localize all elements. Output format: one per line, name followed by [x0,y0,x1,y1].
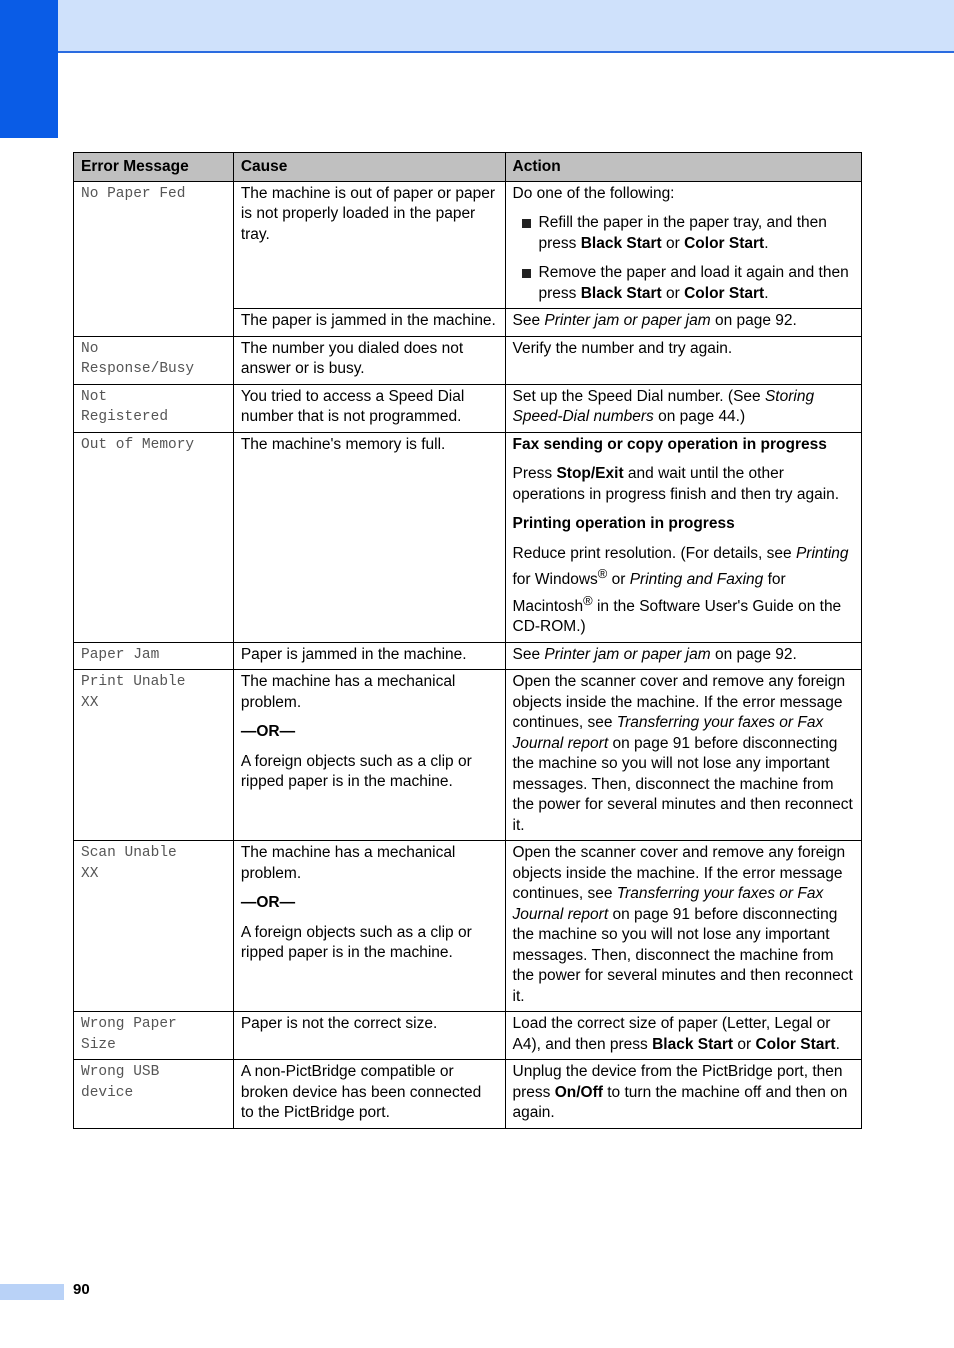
header-error-message: Error Message [74,153,234,182]
action-text: on page 91 before disconnecting the machine so you will not lose any important messages. Then, disconnect the machine from the power for several minutes and then reconnect it. [512,905,853,1005]
error-message-cell: Wrong Paper Size [74,1012,234,1060]
stop-exit-key: Stop/Exit [556,465,624,482]
cause-cell [233,841,505,1012]
black-start-key: Black Start [652,1035,734,1053]
cause-text: A foreign objects such as a clip or ripped paper is in the machine. [240,923,472,962]
error-message-cell: Print Unable XX [74,670,234,841]
cross-reference: Printing and Faxing [629,571,764,589]
bullet-text: or [661,284,685,302]
table-row [74,432,862,642]
action-cell [505,384,862,432]
color-start-key: Color Start [755,1035,836,1053]
cross-reference: Printer jam or paper jam [544,645,711,663]
error-message-cell: No Paper Fed [74,181,234,336]
action-text: Press [512,465,557,482]
bullet-text: Refill the paper in the paper tray, and then press [538,214,827,252]
table-row [74,384,862,432]
action-text: on page 92. [710,312,797,329]
action-text: or [607,571,630,589]
cause-cell: A non-PictBridge compatible or broken device has been connected to the PictBridge port. [233,1060,505,1129]
page-number: 90 [73,1281,90,1298]
bullet-text: or [661,234,685,252]
page-number-band [0,1284,64,1300]
action-cell: Verify the number and try again. [505,336,862,384]
error-message-cell: No Response/Busy [74,336,234,384]
action-text: See [512,645,545,663]
action-text: for Macintosh [512,571,786,615]
action-text: on page 44.) [653,408,746,425]
action-text: Unplug the device from the PictBridge port, then press [512,1063,843,1101]
action-paragraph [513,464,855,505]
black-start-key: Black Start [580,284,662,302]
action-cell [505,841,862,1012]
bullet-text: . [764,284,769,302]
action-cell [505,432,862,642]
action-text: to turn the machine off and then on again. [512,1083,848,1122]
black-start-key: Black Start [580,234,662,252]
action-heading [513,435,855,456]
action-cell [505,670,862,841]
action-cell [505,1060,862,1129]
bullet-text: Remove the paper and load it again and then press [538,264,849,302]
cause-text: The machine has a mechanical problem. [240,844,456,882]
table-row [74,1012,862,1060]
or-text: —OR— [240,894,296,912]
error-message-cell: Paper Jam [74,642,234,670]
bullet-square-icon [522,269,531,278]
cross-reference: Printer jam or paper jam [544,312,711,329]
action-intro: Do one of the following: [512,184,675,202]
header-action: Action [505,153,862,182]
cause-cell: The number you dialed does not answer or is busy. [233,336,505,384]
header-cause: Cause [233,153,505,182]
table-row [74,841,862,1012]
or-separator [241,893,498,914]
bullet-square-icon [522,219,531,228]
action-cell [505,181,862,309]
action-text: Load the correct size of paper (Letter, Legal or A4), and then press [512,1015,831,1053]
action-bullet [513,263,855,304]
table-row [74,1060,862,1129]
action-text: on page 92. [710,645,797,663]
action-bullet [513,213,855,254]
action-text: for Windows [512,571,598,589]
action-text: . [835,1035,840,1053]
action-heading [513,514,855,535]
cause-cell: The paper is jammed in the machine. [233,309,505,337]
cause-cell: Paper is not the correct size. [233,1012,505,1060]
table-row [74,670,862,841]
error-message-cell: Scan Unable XX [74,841,234,1012]
cross-reference: Transferring your faxes or Fax Journal report [512,885,824,923]
action-paragraph [513,544,855,638]
cause-text: A foreign objects such as a clip or ripped paper is in the machine. [240,752,472,791]
table-row [74,336,862,384]
header-band [0,0,954,53]
cross-reference: Transferring your faxes or Fax Journal report [512,714,824,752]
on-off-key: On/Off [554,1083,603,1101]
cause-cell: Paper is jammed in the machine. [233,642,505,670]
or-text: —OR— [240,723,296,741]
table-row [74,181,862,309]
action-text: or [733,1035,756,1053]
or-separator [241,722,498,743]
cause-cell [233,670,505,841]
action-text: Open the scanner cover and remove any foreign objects inside the machine. If the error message continues, see [512,844,846,903]
action-text: and wait until the other operations in progress finish and then try again. [512,465,840,503]
error-message-table [73,152,862,1129]
cause-text: The machine has a mechanical problem. [240,673,456,711]
registered-mark: ® [597,566,608,581]
color-start-key: Color Start [684,284,765,302]
action-text: See [512,312,545,329]
heading-text: Printing operation in progress [512,515,735,532]
chapter-tab [0,0,58,138]
cross-reference: Storing Speed-Dial numbers [512,387,815,425]
action-text: Set up the Speed Dial number. (See [512,387,765,405]
registered-mark: ® [583,592,593,608]
table-header-row [74,153,862,182]
bullet-text: . [764,234,769,252]
action-text: Open the scanner cover and remove any foreign objects inside the machine. If the error message continues, see [512,673,846,732]
action-text: in the Software User's Guide on the CD-ROM.) [512,597,842,636]
error-message-cell: Not Registered [74,384,234,432]
action-text: on page 91 before disconnecting the machine so you will not lose any important messages. Then, disconnect the machine from the power for several minutes and then reconnect it. [512,734,853,834]
action-text: Reduce print resolution. (For details, see [512,544,796,562]
cause-cell: The machine's memory is full. [233,432,505,642]
table-row [74,642,862,670]
action-cell [505,309,862,337]
cause-cell: The machine is out of paper or paper is not properly loaded in the paper tray. [233,181,505,309]
error-message-cell: Wrong USB device [74,1060,234,1129]
action-cell [505,642,862,670]
color-start-key: Color Start [684,234,765,252]
action-cell [505,1012,862,1060]
cause-cell: You tried to access a Speed Dial number that is not programmed. [233,384,505,432]
error-message-cell: Out of Memory [74,432,234,642]
heading-text: Fax sending or copy operation in progress [512,435,827,453]
cross-reference: Printing [795,544,849,562]
